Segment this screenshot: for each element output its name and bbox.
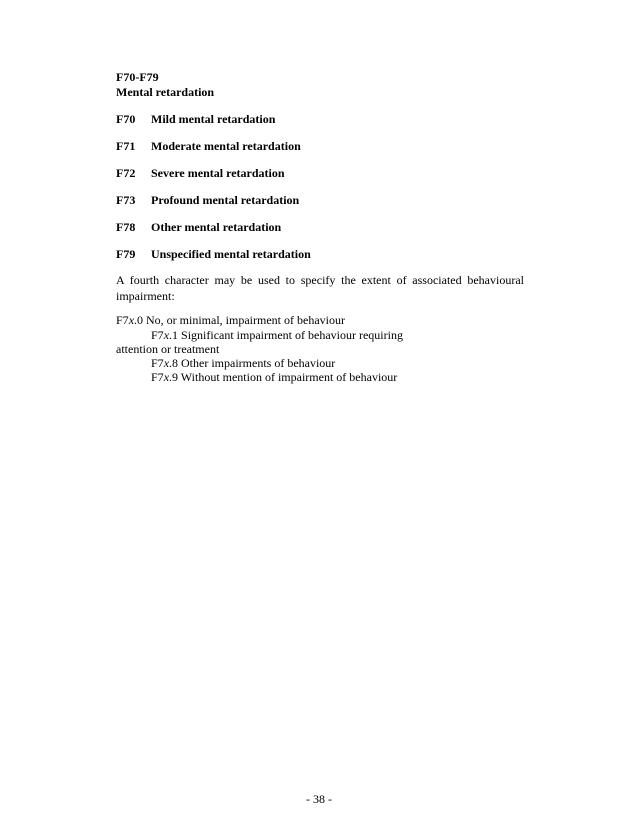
- code-description: Profound mental retardation: [151, 193, 300, 207]
- code-label: F79: [116, 247, 136, 261]
- code-entry-f73: [116, 193, 536, 207]
- fourth-character-note: A fourth character may be used to specify the extent of associated behavioural impairment:: [116, 273, 524, 303]
- code-entry-f72: [116, 166, 536, 180]
- code-description: Unspecified mental retardation: [151, 247, 311, 261]
- block-range: F70-F79: [116, 70, 159, 84]
- subdivision-var: x: [163, 370, 170, 384]
- subdivision-var: x: [163, 328, 170, 342]
- subdivision-prefix: F7: [151, 328, 164, 342]
- subdivision-1: [151, 328, 403, 342]
- subdivision-suffix: .8: [169, 356, 179, 370]
- code-label: F70: [116, 112, 136, 126]
- code-description: Moderate mental retardation: [151, 139, 301, 153]
- subdivision-9: [151, 370, 397, 384]
- subdivision-prefix: F7: [116, 313, 129, 327]
- block-title: Mental retardation: [116, 85, 215, 99]
- code-description: Other mental retardation: [151, 220, 282, 234]
- subdivision-continuation: attention or treatment: [116, 342, 220, 356]
- subdivision-text: Other impairments of behaviour: [178, 356, 336, 370]
- code-entry-f71: [116, 139, 536, 153]
- subdivision-8: [151, 356, 335, 370]
- code-description: Mild mental retardation: [151, 112, 276, 126]
- subdivision-text: Significant impairment of behaviour requiring: [178, 328, 403, 342]
- page-number: - 38 -: [306, 792, 332, 806]
- subdivision-var: x: [128, 313, 135, 327]
- code-label: F72: [116, 166, 136, 180]
- subdivision-prefix: F7: [151, 370, 164, 384]
- code-entry-f78: [116, 220, 536, 234]
- subdivision-suffix: .0: [134, 313, 144, 327]
- subdivision-0: [116, 313, 345, 327]
- subdivision-var: x: [163, 356, 170, 370]
- code-label: F73: [116, 193, 136, 207]
- code-entry-f70: [116, 112, 536, 126]
- subdivision-text: Without mention of impairment of behaviour: [178, 370, 398, 384]
- code-description: Severe mental retardation: [151, 166, 285, 180]
- subdivision-text: No, or minimal, impairment of behaviour: [143, 313, 345, 327]
- subdivision-prefix: F7: [151, 356, 164, 370]
- code-label: F71: [116, 139, 136, 153]
- subdivision-suffix: .9: [169, 370, 179, 384]
- code-entry-f79: [116, 247, 536, 261]
- code-label: F78: [116, 220, 136, 234]
- subdivision-suffix: .1: [169, 328, 179, 342]
